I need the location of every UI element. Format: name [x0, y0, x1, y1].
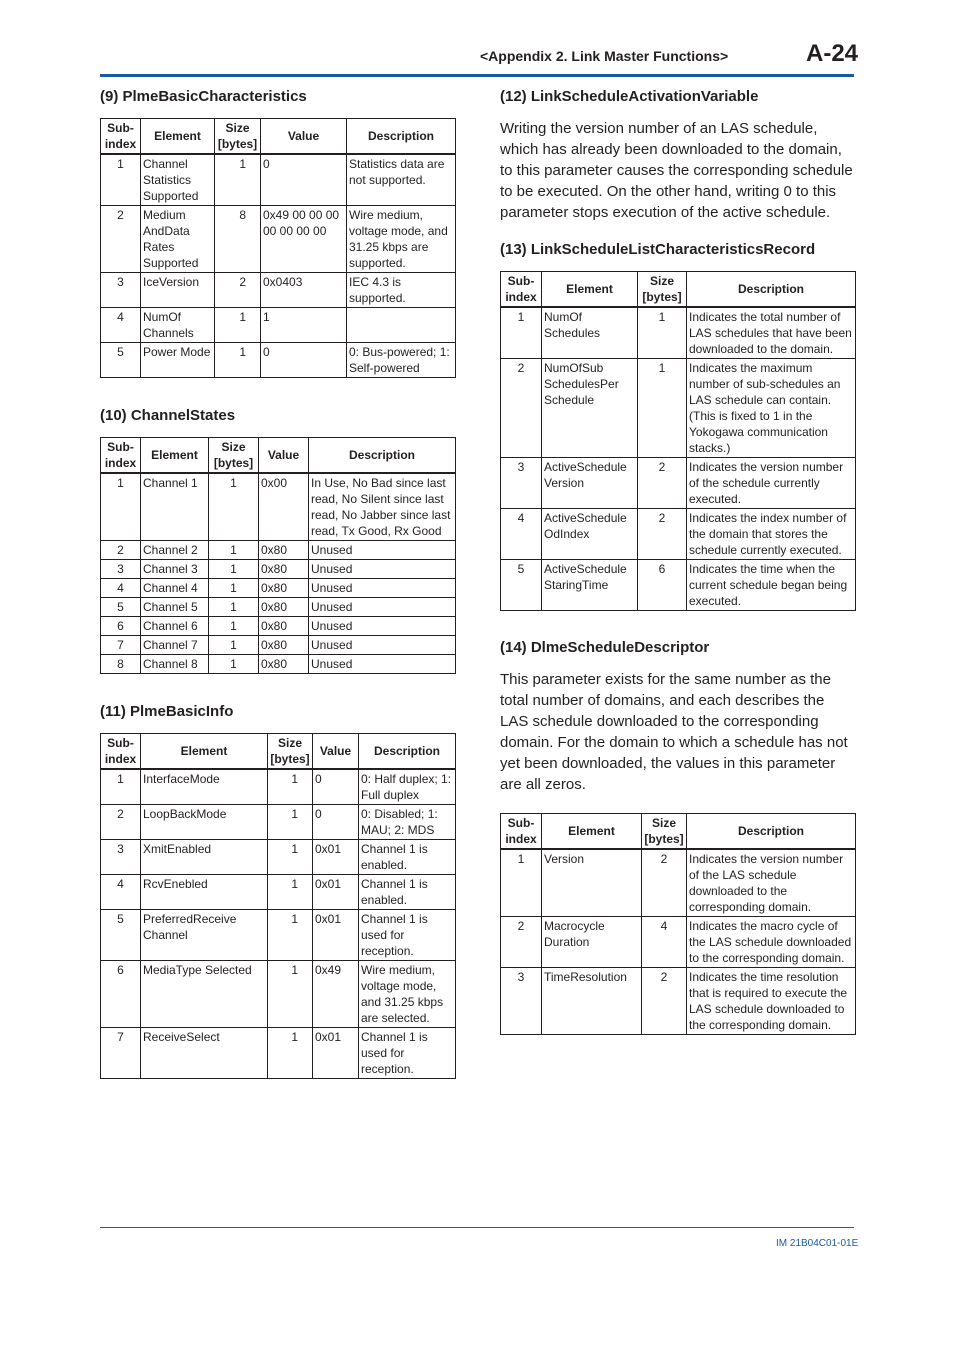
- table-cell: 2: [638, 509, 687, 560]
- section-10-heading: (10) ChannelStates: [100, 407, 236, 424]
- table-row: [101, 910, 456, 961]
- table-cell: 0: Bus-powered; 1: Self-powered: [347, 343, 456, 378]
- table-cell: ActiveSchedule OdIndex: [542, 509, 638, 560]
- table-cell: 1: [268, 1028, 313, 1079]
- column-header: Element: [141, 734, 268, 770]
- table-cell: Unused: [309, 636, 456, 655]
- table-row: [101, 308, 456, 343]
- table-row: [101, 617, 456, 636]
- table-cell: Unused: [309, 598, 456, 617]
- table-cell: Wire medium, voltage mode, and 31.25 kbps are selected.: [359, 961, 456, 1028]
- table-dlme-schedule-descriptor: [500, 813, 856, 1035]
- table-cell: 2: [215, 273, 261, 308]
- table-cell: Channel 6: [141, 617, 209, 636]
- table-cell: 1: [638, 359, 687, 458]
- footer-rule: [100, 1227, 854, 1228]
- header-title: <Appendix 2. Link Master Functions>: [480, 48, 729, 64]
- table-row: [101, 541, 456, 560]
- table-cell: 3: [101, 840, 141, 875]
- table-cell: 1: [501, 307, 542, 359]
- table-cell: 0: Disabled; 1: MAU; 2: MDS: [359, 805, 456, 840]
- column-header: Value: [313, 734, 359, 770]
- section-10: [100, 407, 455, 674]
- table-cell: 1: [268, 875, 313, 910]
- section-11-heading: (11) PlmeBasicInfo: [100, 703, 234, 720]
- section-12-body: Writing the version number of an LAS schedule, which has already been downloaded to the domain, to this parameter causes the corresponding schedule to be executed. On the other hand, writing 0 to this parameter stops execution of the active schedule.: [500, 120, 853, 221]
- table-row: [501, 968, 856, 1035]
- table-row: [101, 875, 456, 910]
- table-cell: 1: [209, 473, 259, 541]
- table-cell: 0x01: [313, 1028, 359, 1079]
- table-cell: TimeResolution: [542, 968, 642, 1035]
- table-header-row: [101, 438, 456, 474]
- table-cell: PreferredReceive Channel: [141, 910, 268, 961]
- document-code: IM 21B04C01-01E: [776, 1238, 859, 1249]
- left-column: [100, 88, 455, 1079]
- table-cell: 8: [101, 655, 141, 674]
- table-cell: 0: [261, 343, 347, 378]
- section-14-body: This parameter exists for the same number as the total number of domains, and each describes the LAS schedule downloaded to the corresponding domain. For the domain to which a schedule has not yet been downloaded, the values in this parameter are all zeros.: [500, 671, 848, 793]
- column-header: Size [bytes]: [642, 814, 687, 850]
- column-header: Size [bytes]: [215, 119, 261, 155]
- table-cell: 0x80: [259, 541, 309, 560]
- table-cell: 1: [215, 308, 261, 343]
- table-cell: 2: [101, 206, 141, 273]
- table-cell: 0: [313, 769, 359, 805]
- table-cell: In Use, No Bad since last read, No Silent since last read, No Jabber since last read, Tx Good, Rx Good: [309, 473, 456, 541]
- table-cell: 0x80: [259, 579, 309, 598]
- table-cell: Unused: [309, 560, 456, 579]
- table-cell: 1: [101, 154, 141, 206]
- table-cell: Channel 5: [141, 598, 209, 617]
- table-cell: 0x80: [259, 655, 309, 674]
- table-cell: 1: [209, 598, 259, 617]
- section-13: [500, 241, 855, 611]
- table-cell: Channel 1 is used for reception.: [359, 1028, 456, 1079]
- table-cell: InterfaceMode: [141, 769, 268, 805]
- table-cell: 6: [101, 617, 141, 636]
- column-header: Value: [261, 119, 347, 155]
- column-header: Size [bytes]: [209, 438, 259, 474]
- table-cell: 2: [642, 968, 687, 1035]
- table-cell: 5: [101, 598, 141, 617]
- table-cell: Indicates the version number of the LAS schedule downloaded to the corresponding domain.: [687, 849, 856, 917]
- table-cell: Unused: [309, 655, 456, 674]
- table-cell: 4: [101, 579, 141, 598]
- table-cell: NumOfSub SchedulesPer Schedule: [542, 359, 638, 458]
- table-cell: [347, 308, 456, 343]
- table-header-row: [101, 119, 456, 155]
- table-cell: 2: [101, 541, 141, 560]
- table-cell: 2: [501, 917, 542, 968]
- table-row: [501, 458, 856, 509]
- table-cell: 8: [215, 206, 261, 273]
- column-header: Description: [309, 438, 456, 474]
- table-cell: Macrocycle Duration: [542, 917, 642, 968]
- table-plme-basic-info: [100, 733, 456, 1079]
- table-cell: 5: [101, 343, 141, 378]
- table-cell: Power Mode: [141, 343, 215, 378]
- table-cell: 6: [638, 560, 687, 611]
- table-cell: 0x0403: [261, 273, 347, 308]
- table-cell: 0x49: [313, 961, 359, 1028]
- table-row: [101, 343, 456, 378]
- table-cell: 1: [209, 560, 259, 579]
- table-cell: ReceiveSelect: [141, 1028, 268, 1079]
- table-row: [101, 805, 456, 840]
- column-header: Size [bytes]: [638, 272, 687, 308]
- table-row: [101, 655, 456, 674]
- section-14: [500, 639, 855, 1035]
- table-header-row: [101, 734, 456, 770]
- table-cell: Channel 2: [141, 541, 209, 560]
- table-header-row: [501, 814, 856, 850]
- table-row: [101, 154, 456, 206]
- table-cell: 1: [209, 655, 259, 674]
- table-row: [501, 917, 856, 968]
- table-cell: 0: [261, 154, 347, 206]
- table-cell: 1: [209, 579, 259, 598]
- table-row: [501, 509, 856, 560]
- table-cell: 0x01: [313, 875, 359, 910]
- column-header: Element: [141, 119, 215, 155]
- table-cell: 1: [268, 910, 313, 961]
- table-cell: 3: [101, 560, 141, 579]
- table-cell: Channel 8: [141, 655, 209, 674]
- table-cell: 4: [642, 917, 687, 968]
- table-cell: Indicates the time resolution that is required to execute the LAS schedule downloaded to the corresponding domain.: [687, 968, 856, 1035]
- table-cell: Indicates the total number of LAS schedules that have been downloaded to the domain.: [687, 307, 856, 359]
- table-cell: IceVersion: [141, 273, 215, 308]
- table-cell: 2: [638, 458, 687, 509]
- table-cell: Channel 1 is enabled.: [359, 840, 456, 875]
- table-cell: Channel 4: [141, 579, 209, 598]
- table-cell: Indicates the time when the current schedule began being executed.: [687, 560, 856, 611]
- table-cell: 1: [209, 541, 259, 560]
- column-header: Element: [141, 438, 209, 474]
- table-cell: 3: [101, 273, 141, 308]
- section-13-heading: (13) LinkScheduleListCharacteristicsRecord: [500, 241, 816, 258]
- table-cell: ActiveSchedule Version: [542, 458, 638, 509]
- table-cell: 1: [215, 343, 261, 378]
- right-column: [500, 88, 855, 1035]
- table-cell: Channel Statistics Supported: [141, 154, 215, 206]
- column-header: Value: [259, 438, 309, 474]
- column-header: Sub-index: [101, 734, 141, 770]
- table-row: [101, 598, 456, 617]
- table-row: [101, 206, 456, 273]
- table-channel-states: [100, 437, 456, 674]
- table-cell: Unused: [309, 541, 456, 560]
- table-cell: Channel 7: [141, 636, 209, 655]
- table-row: [101, 473, 456, 541]
- table-cell: 1: [501, 849, 542, 917]
- table-cell: 7: [101, 636, 141, 655]
- table-cell: Indicates the index number of the domain that stores the schedule currently executed.: [687, 509, 856, 560]
- column-header: Description: [687, 272, 856, 308]
- column-header: Sub-index: [101, 438, 141, 474]
- table-cell: MediaType Selected: [141, 961, 268, 1028]
- table-cell: 1: [261, 308, 347, 343]
- table-cell: 0: Half duplex; 1: Full duplex: [359, 769, 456, 805]
- section-12-heading: (12) LinkScheduleActivationVariable: [500, 88, 759, 105]
- table-link-schedule-list-characteristics: [500, 271, 856, 611]
- table-row: [501, 307, 856, 359]
- table-row: [101, 769, 456, 805]
- table-cell: 1: [101, 473, 141, 541]
- column-header: Size [bytes]: [268, 734, 313, 770]
- table-cell: Indicates the version number of the schedule currently executed.: [687, 458, 856, 509]
- table-cell: ActiveSchedule StaringTime: [542, 560, 638, 611]
- table-cell: Channel 1: [141, 473, 209, 541]
- table-cell: 4: [501, 509, 542, 560]
- table-cell: 3: [501, 968, 542, 1035]
- table-cell: 2: [501, 359, 542, 458]
- section-11: [100, 703, 455, 1079]
- table-cell: Wire medium, voltage mode, and 31.25 kbps are supported.: [347, 206, 456, 273]
- table-cell: 2: [101, 805, 141, 840]
- table-cell: 0x01: [313, 910, 359, 961]
- table-cell: 0x80: [259, 617, 309, 636]
- table-cell: 1: [101, 769, 141, 805]
- table-cell: 7: [101, 1028, 141, 1079]
- table-row: [101, 579, 456, 598]
- table-cell: 4: [101, 308, 141, 343]
- section-14-heading: (14) DlmeScheduleDescriptor: [500, 639, 710, 656]
- column-header: Description: [359, 734, 456, 770]
- table-cell: Indicates the maximum number of sub-schedules an LAS schedule can contain. (This is fixed to 1 in the Yokogawa communication stacks.): [687, 359, 856, 458]
- table-cell: Channel 1 is enabled.: [359, 875, 456, 910]
- table-row: [101, 560, 456, 579]
- table-cell: 1: [209, 617, 259, 636]
- page-number: A-24: [806, 40, 859, 67]
- table-cell: 0x00: [259, 473, 309, 541]
- table-cell: 2: [642, 849, 687, 917]
- table-cell: LoopBackMode: [141, 805, 268, 840]
- table-cell: 1: [209, 636, 259, 655]
- column-header: Element: [542, 814, 642, 850]
- table-cell: 0x80: [259, 636, 309, 655]
- table-row: [101, 636, 456, 655]
- column-header: Element: [542, 272, 638, 308]
- table-cell: 0x80: [259, 598, 309, 617]
- table-row: [101, 273, 456, 308]
- table-row: [501, 560, 856, 611]
- table-cell: 5: [501, 560, 542, 611]
- table-cell: Medium AndData Rates Supported: [141, 206, 215, 273]
- table-cell: Indicates the macro cycle of the LAS schedule downloaded to the corresponding domain.: [687, 917, 856, 968]
- table-cell: NumOf Schedules: [542, 307, 638, 359]
- table-cell: 0: [313, 805, 359, 840]
- table-cell: Version: [542, 849, 642, 917]
- table-row: [501, 849, 856, 917]
- table-cell: 4: [101, 875, 141, 910]
- table-cell: 1: [268, 840, 313, 875]
- table-row: [101, 840, 456, 875]
- table-cell: Statistics data are not supported.: [347, 154, 456, 206]
- table-cell: NumOf Channels: [141, 308, 215, 343]
- column-header: Description: [687, 814, 856, 850]
- table-cell: 1: [638, 307, 687, 359]
- table-row: [101, 1028, 456, 1079]
- table-cell: IEC 4.3 is supported.: [347, 273, 456, 308]
- section-12: [500, 88, 855, 223]
- table-row: [101, 961, 456, 1028]
- table-cell: 1: [215, 154, 261, 206]
- column-header: Sub-index: [501, 814, 542, 850]
- table-cell: 5: [101, 910, 141, 961]
- table-cell: 0x01: [313, 840, 359, 875]
- column-header: Description: [347, 119, 456, 155]
- table-cell: 0x80: [259, 560, 309, 579]
- table-plme-basic-characteristics: [100, 118, 456, 378]
- header-rule: [100, 74, 854, 77]
- table-cell: 1: [268, 769, 313, 805]
- table-cell: 0x49 00 00 00 00 00 00 00: [261, 206, 347, 273]
- table-cell: 6: [101, 961, 141, 1028]
- column-header: Sub-index: [501, 272, 542, 308]
- table-cell: RcvEnebled: [141, 875, 268, 910]
- table-cell: XmitEnabled: [141, 840, 268, 875]
- table-cell: Unused: [309, 617, 456, 636]
- table-cell: Channel 1 is used for reception.: [359, 910, 456, 961]
- table-cell: Channel 3: [141, 560, 209, 579]
- table-header-row: [501, 272, 856, 308]
- table-row: [501, 359, 856, 458]
- table-cell: 1: [268, 805, 313, 840]
- section-9-heading: (9) PlmeBasicCharacteristics: [100, 88, 307, 105]
- table-cell: 3: [501, 458, 542, 509]
- section-9: [100, 88, 455, 378]
- column-header: Sub-index: [101, 119, 141, 155]
- table-cell: 1: [268, 961, 313, 1028]
- table-cell: Unused: [309, 579, 456, 598]
